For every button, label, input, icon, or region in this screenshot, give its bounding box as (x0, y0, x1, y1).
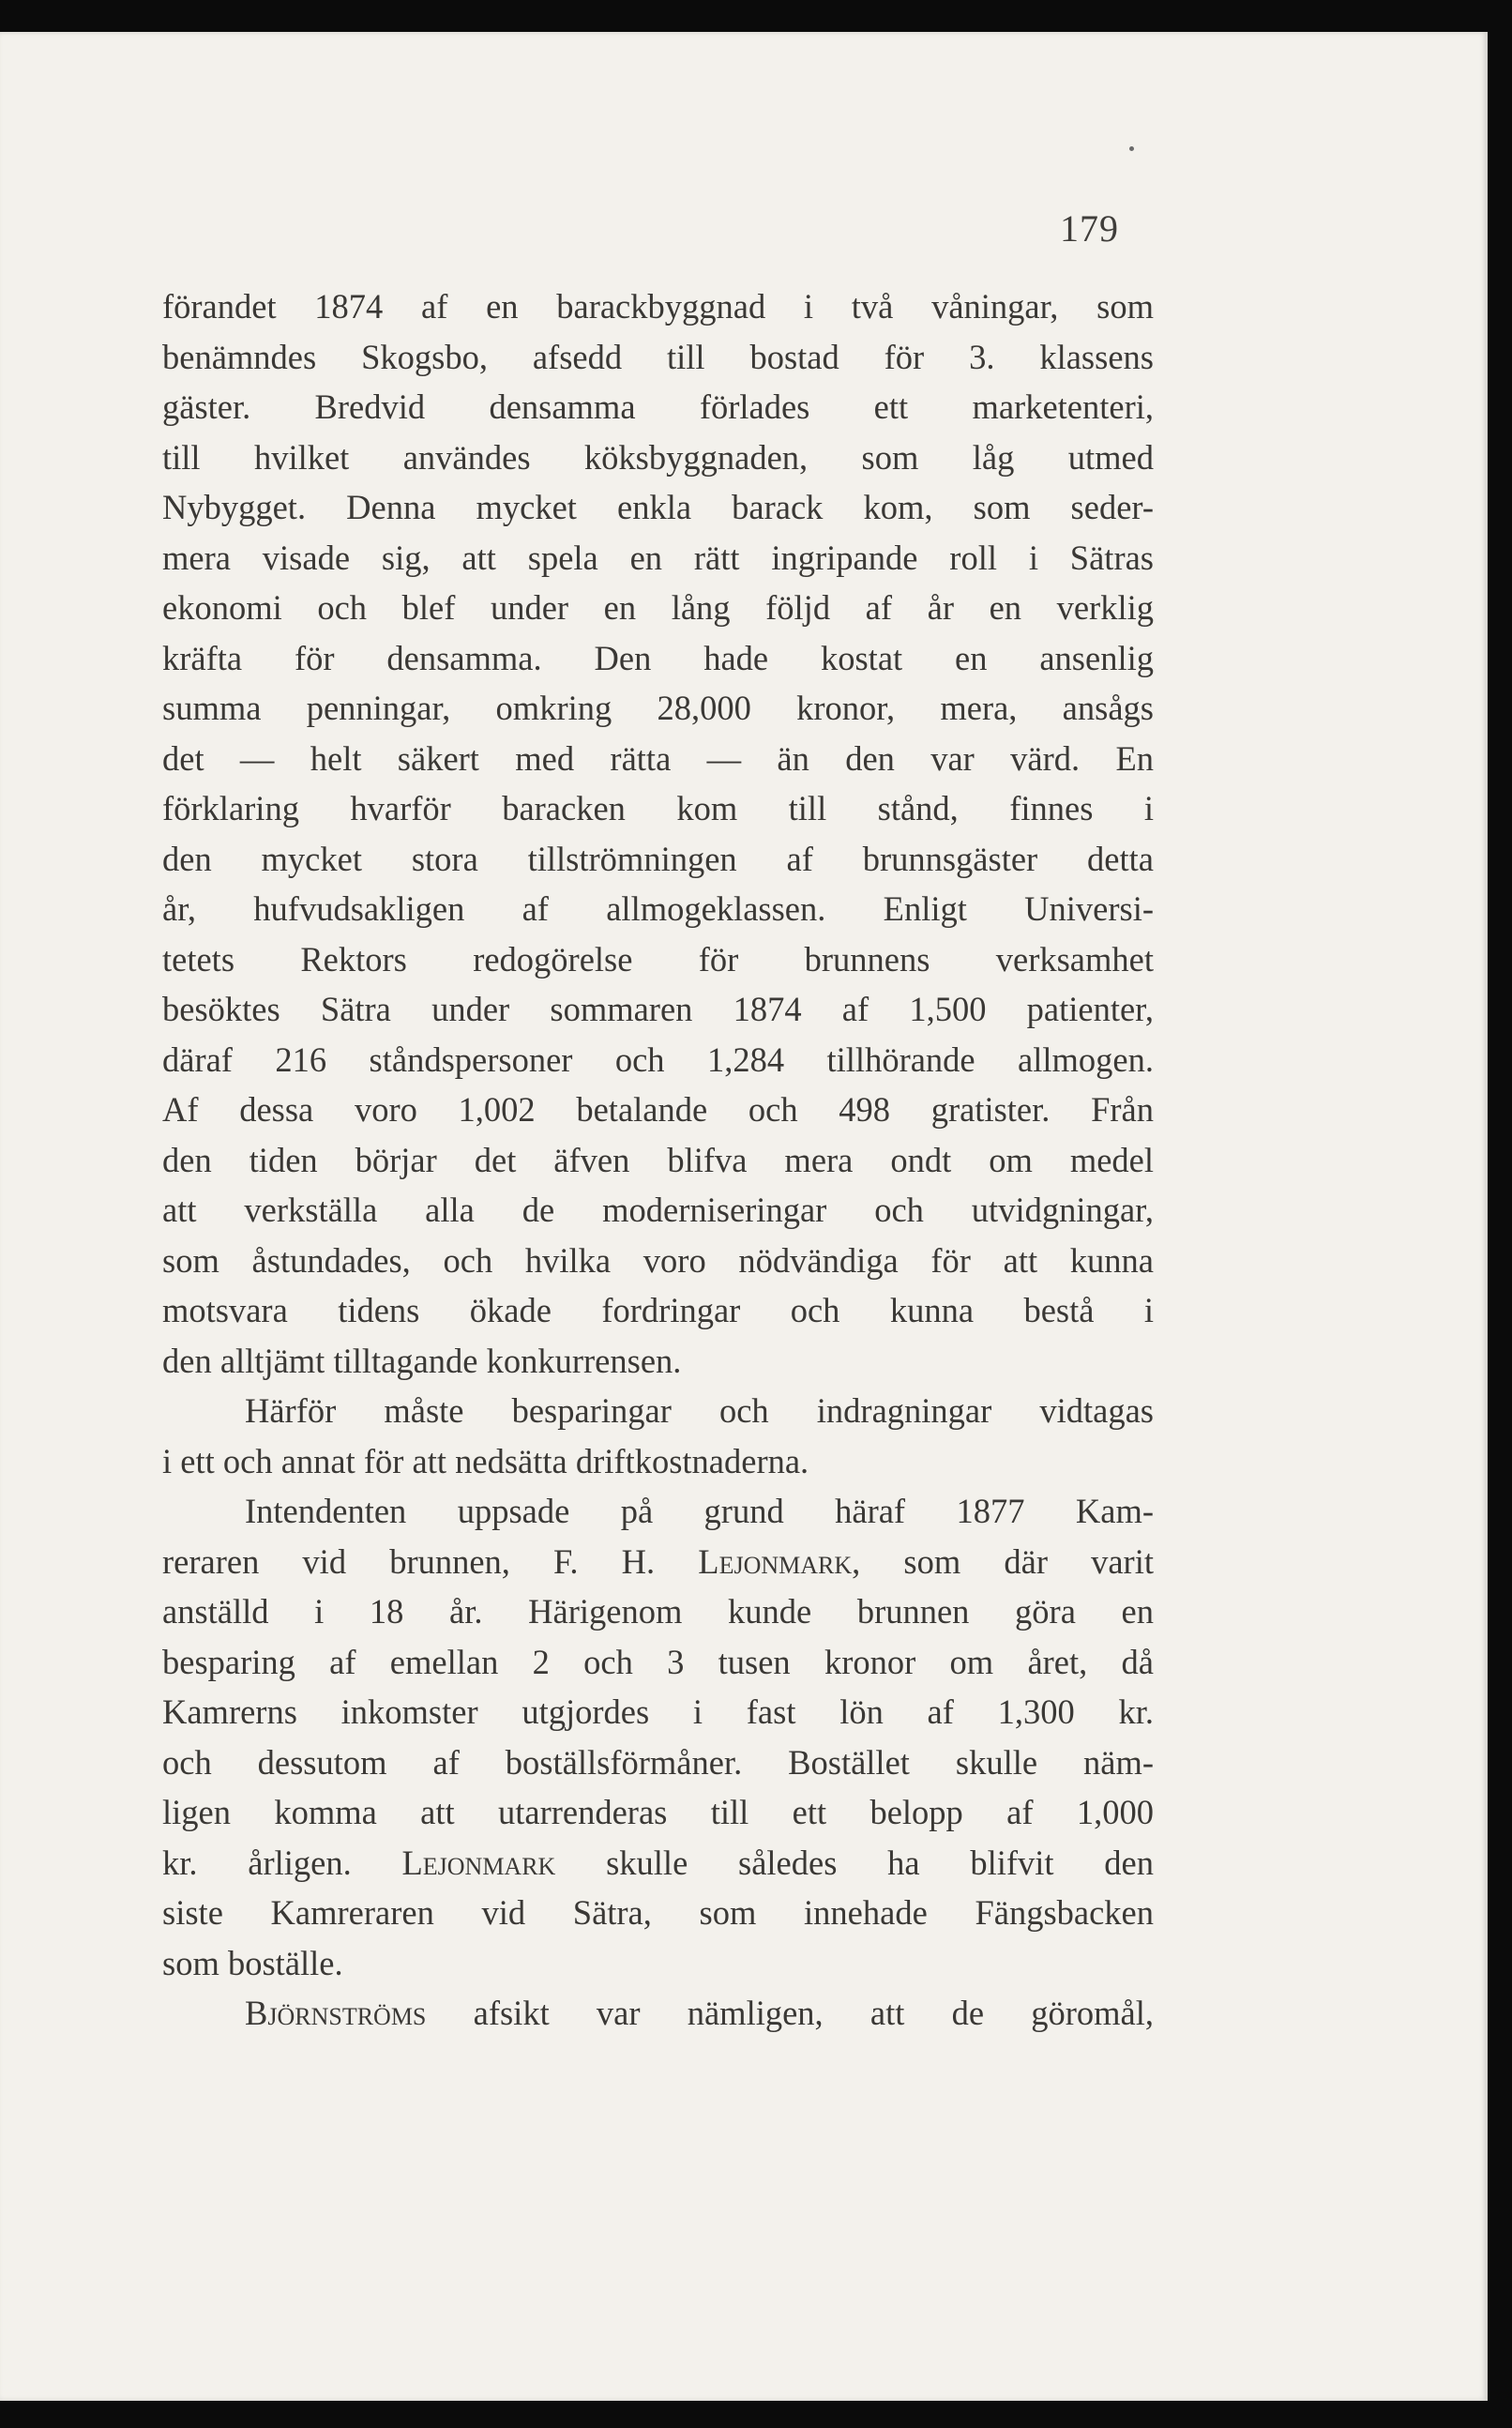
text-segment: reraren vid brunnen, F. H. (162, 1541, 699, 1581)
text-line: summa penningar, omkring 28,000 kronor, mera, ansågs (162, 689, 1154, 727)
small-caps-name: Lejonmark (698, 1541, 853, 1581)
text-line: kräfta för densamma. Den hade kostat en ansenlig (162, 638, 1154, 677)
text-line: Härför måste besparingar och indragningar vidtagas (245, 1391, 1154, 1430)
text-line: Intendenten uppsade på grund häraf 1877 Kam- (245, 1492, 1154, 1530)
text-line: förklaring hvarför baracken kom till stånd, finnes i (162, 789, 1154, 827)
text-line: besparing af emellan 2 och 3 tusen kronor om året, då (162, 1642, 1154, 1681)
text-line: tetets Rektors redogörelse för brunnens verksamhet (162, 939, 1154, 979)
text-line (162, 1537, 1154, 1587)
text-line: det — helt säkert med rätta — än den var värd. En (162, 738, 1154, 778)
text-segment: afsikt var nämligen, att de göromål, (426, 1994, 1154, 2032)
text-segment: skulle således ha blifvit den (555, 1843, 1154, 1882)
text-line: i ett och annat för att nedsätta driftkostnaderna. (162, 1441, 809, 1480)
text-line: besöktes Sätra under sommaren 1874 af 1,500 patienter, (162, 990, 1154, 1028)
text-line: ligen komma att utarrenderas till ett belopp af 1,000 (162, 1793, 1154, 1831)
page-number: 179 (1060, 207, 1119, 250)
small-caps-name: Björnströms (245, 1994, 427, 2032)
text-line: år, hufvudsakligen af allmogeklassen. Enligt Universi- (162, 889, 1154, 928)
text-segment: , som där varit (852, 1541, 1154, 1581)
text-line: ekonomi och blef under en lång följd af år en verklig (162, 588, 1154, 627)
text-line: den alltjämt tilltagande konkurrensen. (162, 1341, 682, 1380)
text-line: förandet 1874 af en barackbyggnad i två våningar, som (162, 287, 1154, 326)
text-line: till hvilket användes köksbyggnaden, som låg utmed (162, 437, 1154, 477)
text-line: mera visade sig, att spela en rätt ingripande roll i Sätras (162, 538, 1154, 577)
book-page (0, 32, 1488, 2401)
text-line: som boställe. (162, 1943, 343, 1982)
small-caps-name: Lejonmark (401, 1843, 556, 1882)
text-line: och dessutom af boställsförmåner. Bostället skulle näm- (162, 1742, 1154, 1782)
text-line (162, 1988, 1154, 2039)
text-line: att verkställa alla de moderniseringar och utvidgningar, (162, 1191, 1154, 1229)
text-line: Nybygget. Denna mycket enkla barack kom, som seder- (162, 488, 1154, 526)
paper-speck (1129, 146, 1134, 151)
text-line: benämndes Skogsbo, afsedd till bostad för 3. klassens (162, 337, 1154, 376)
text-line: den tiden börjar det äfven blifva mera ondt om medel (162, 1140, 1154, 1179)
text-line: den mycket stora tillströmningen af brunnsgäster detta (162, 839, 1154, 878)
text-line: siste Kamreraren vid Sätra, som innehade Fängsbacken (162, 1893, 1154, 1932)
text-segment: kr. årligen. (162, 1843, 402, 1882)
text-line: motsvara tidens ökade fordringar och kunna bestå i (162, 1291, 1154, 1329)
text-line (162, 1838, 1154, 1889)
text-line: gäster. Bredvid densamma förlades ett marketenteri, (162, 387, 1154, 426)
body-text (162, 281, 1154, 2039)
text-line: som åstundades, och hvilka voro nödvändiga för att kunna (162, 1240, 1154, 1280)
text-line: anställd i 18 år. Härigenom kunde brunnen göra en (162, 1592, 1154, 1631)
text-line: Kamrerns inkomster utgjordes i fast lön af 1,300 kr. (162, 1692, 1154, 1731)
text-line: Af dessa voro 1,002 betalande och 498 gratister. Från (162, 1090, 1154, 1129)
text-line: däraf 216 ståndspersoner och 1,284 tillhörande allmogen. (162, 1039, 1154, 1079)
